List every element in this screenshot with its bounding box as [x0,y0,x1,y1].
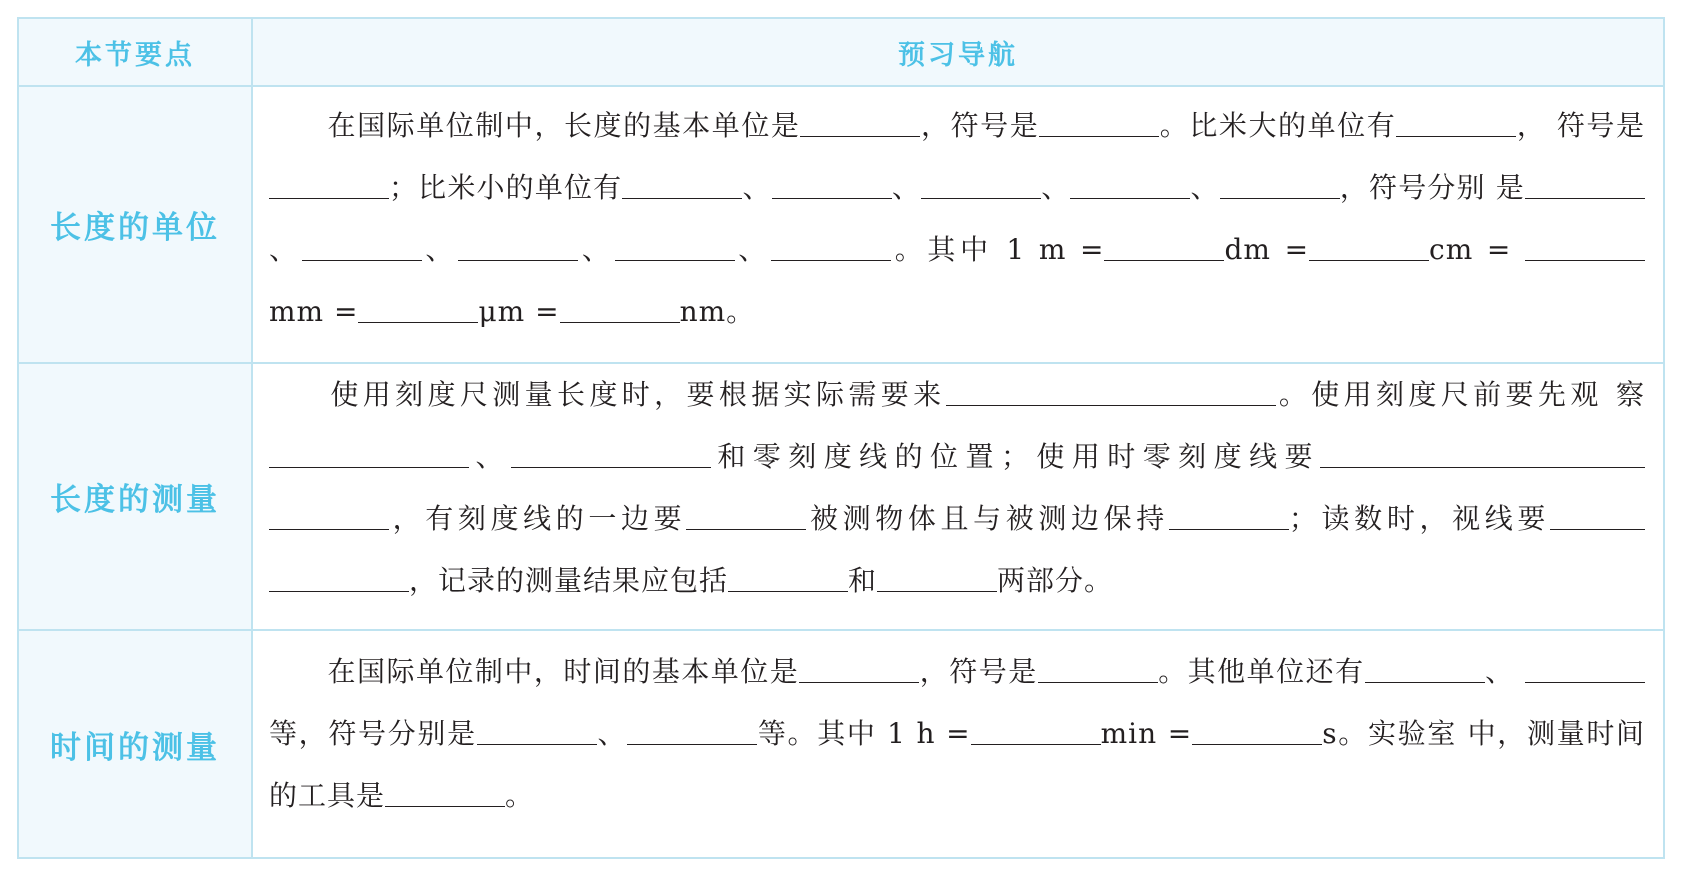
blank[interactable] [269,174,389,199]
section-text: 在国际单位制中，长度的基本单位是 ，符号是 。比米大的单位有 ， 符号是；比米小的单位有 、 、 、 、 ，符号分别 是、 、 、 、 。其中 1 m = dm = cm = mm = μm = nm。 [269,109,1645,328]
preview-table [17,17,1665,859]
blank[interactable] [772,174,892,199]
section-title: 时间的测量 [19,631,253,857]
blank[interactable] [877,567,997,592]
blank[interactable] [302,236,422,261]
blank[interactable] [1550,505,1645,530]
blank[interactable] [560,298,680,323]
blank[interactable] [627,720,757,745]
blank[interactable] [1192,720,1322,745]
blank[interactable] [385,782,505,807]
header-preview-guide: 预习导航 [898,39,1018,71]
blank[interactable] [1396,112,1516,137]
blank[interactable] [269,567,409,592]
section-text: 在国际单位制中，时间的基本单位是 ，符号是 。其他单位还有 、 等，符号分别是 、 等。其中 1 h = min = s。实验室 中，测量时间的工具是 。 [269,655,1645,812]
blank[interactable] [800,112,920,137]
blank[interactable] [1309,236,1429,261]
section-length-units [19,85,1663,362]
blank[interactable] [1525,236,1645,261]
blank[interactable] [1104,236,1224,261]
section-length-measurement [19,362,1663,629]
blank[interactable] [1320,443,1645,468]
blank[interactable] [615,236,735,261]
table-header [19,19,1663,85]
blank[interactable] [511,443,711,468]
section-title: 长度的测量 [19,364,253,629]
blank[interactable] [921,174,1041,199]
blank[interactable] [1220,174,1340,199]
blank[interactable] [771,236,891,261]
blank[interactable] [799,658,919,683]
blank[interactable] [971,720,1101,745]
blank[interactable] [269,443,469,468]
blank[interactable] [728,567,848,592]
blank[interactable] [1365,658,1485,683]
section-title: 长度的单位 [19,87,253,362]
blank[interactable] [458,236,578,261]
section-text: 使用刻度尺测量长度时，要根据实际需要来 。使用刻度尺前要先观 察、 和零刻度线的位置；使用时零刻度线要 ，有刻度线的一边要 被测物体且与被测边保持 ；读数时，视线要 ，记录的测量结果应包括 和 两部分。 [269,364,1645,612]
blank[interactable] [358,298,478,323]
blank[interactable] [1525,174,1645,199]
blank[interactable] [1038,658,1158,683]
header-key-points: 本节要点 [19,19,253,85]
blank[interactable] [1070,174,1190,199]
blank[interactable] [946,381,1276,406]
section-time-measurement [19,629,1663,857]
blank[interactable] [1169,505,1289,530]
blank[interactable] [686,505,806,530]
blank[interactable] [622,174,742,199]
blank[interactable] [477,720,597,745]
blank[interactable] [1039,112,1159,137]
blank[interactable] [269,505,389,530]
blank[interactable] [1525,658,1645,683]
